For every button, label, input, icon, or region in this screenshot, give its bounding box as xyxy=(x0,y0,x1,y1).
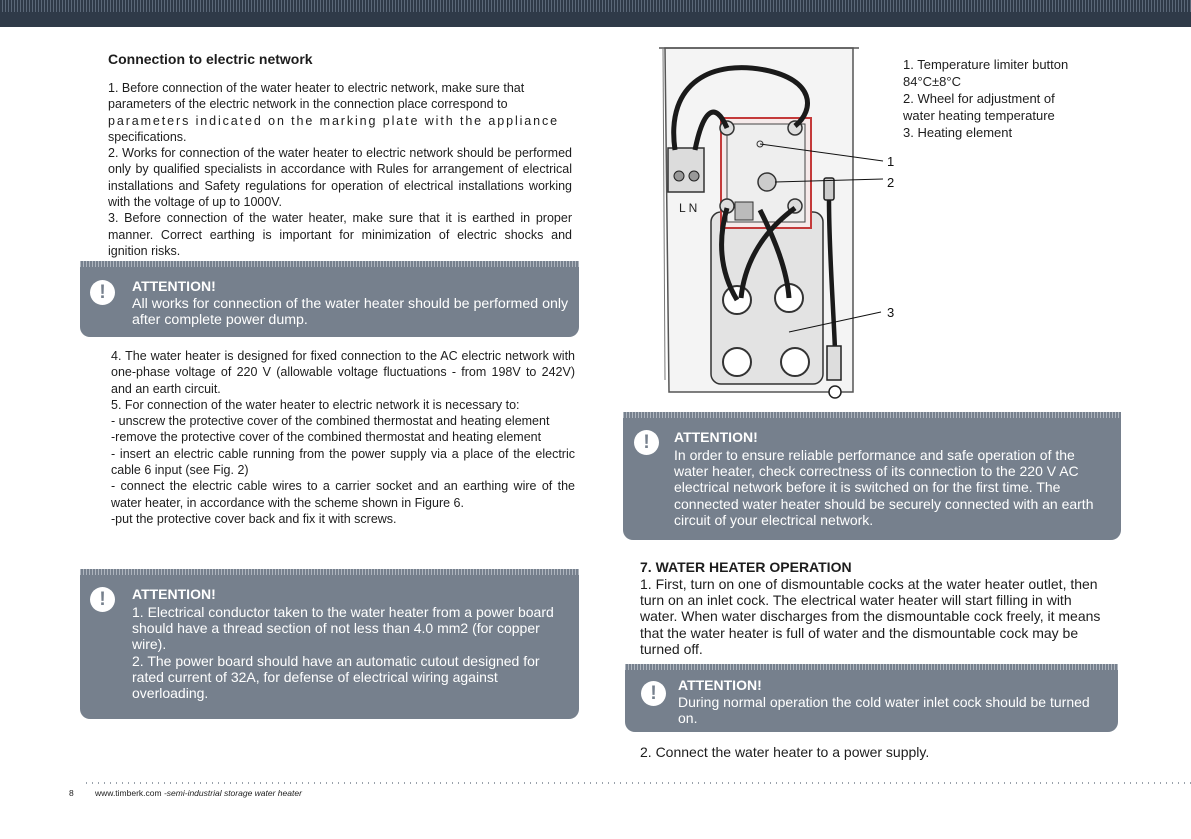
attention-title: ATTENTION! xyxy=(132,586,216,602)
attention-text: During normal operation the cold water inlet cock should be turned on. xyxy=(678,694,1090,727)
attention-stripe xyxy=(625,664,1118,670)
attention-title: ATTENTION! xyxy=(132,278,216,294)
intro-p2: 2. Works for connection of the water heater to electric network should be performed only by qualified specialists in accordance with Rules for arrangement of electrical installations and Safety regulations for operation of electrical installations working with the voltage of up to 1000V. xyxy=(108,146,572,210)
attention-box-connection-check xyxy=(623,412,1121,540)
operation-paragraph: 1. First, turn on one of dismountable cocks at the water heater outlet, then turn on an inlet cock. The electrical water heater will start filling in with water. When water discharges from the dismountable cock freely, it means that the water heater is full of water and the dismountable cock may be turned off. xyxy=(640,576,1101,657)
attention-text: In order to ensure reliable performance and safe operation of the water heater, check correctness of its connection to the 220 V AC electrical network before it is switched on for the first time. The connected water heater should be securely connected with an earth circuit of your electrical network. xyxy=(674,447,1094,528)
callout-2: 2 xyxy=(887,175,895,190)
step-p5: 5. For connection of the water heater to electric network it is necessary to: xyxy=(111,397,520,412)
step-bullet-4: - connect the electric cable wires to a carrier socket and an earthing wire of the water heater, in accordance with the scheme shown in Figure 6. xyxy=(111,479,575,510)
callout-3: 3 xyxy=(887,305,895,320)
intro-p1-line1: 1. Before connection of the water heater to electric network, make sure that xyxy=(108,81,525,95)
step-bullet-5: -put the protective cover back and fix it with screws. xyxy=(111,511,397,526)
attention-line-1: 1. Electrical conductor taken to the water heater from a power board should have a thread section of not less than 4.0 mm2 (for copper wire). xyxy=(132,604,554,653)
attention-stripe xyxy=(80,569,579,575)
attention-stripe xyxy=(623,412,1121,418)
intro-p3: 3. Before connection of the water heater, make sure that it is earthed in proper manner. Correct earthing is important for minimization of electric shocks and ignition risks. xyxy=(108,211,572,258)
intro-p1-line3: parameters indicated on the marking plate with the appliance xyxy=(108,113,560,128)
intro-p1-line4: specifications. xyxy=(108,129,187,144)
intro-p1-line2: parameters of the electric network in the connection place correspond to xyxy=(108,97,508,112)
legend-item1-line2: 84°C±8°C xyxy=(903,74,961,89)
callout-1: 1 xyxy=(887,154,895,169)
attention-line-2: 2. The power board should have an automatic cutout designed for rated current of 32A, for defense of electrical wiring against overloading. xyxy=(132,652,540,702)
legend-item2-line1: 2. Wheel for adjustment of xyxy=(903,91,1055,106)
terminal-block xyxy=(668,148,704,192)
section-heading-connection: Connection to electric network xyxy=(108,51,313,67)
legend-item2-line2: water heating temperature xyxy=(903,108,1055,123)
exclamation-icon: ! xyxy=(90,280,115,305)
legend-item1-line1: 1. Temperature limiter button xyxy=(903,57,1069,72)
step-bullet-1: - unscrew the protective cover of the combined thermostat and heating element xyxy=(111,414,550,429)
attention-title: ATTENTION! xyxy=(678,677,762,693)
legend-item3: 3. Heating element xyxy=(903,125,1013,140)
intro-paragraphs xyxy=(108,80,572,259)
attention-stripe xyxy=(80,261,579,267)
attention-box-power-dump xyxy=(80,261,579,337)
exclamation-icon: ! xyxy=(90,587,115,612)
footer-subtitle: -semi-industrial storage water heater xyxy=(161,788,302,798)
thermostat-wiring-diagram xyxy=(655,40,905,405)
page-number: 8 xyxy=(69,788,74,798)
footer-site xyxy=(95,788,302,798)
attention-text: All works for connection of the water heater should be performed only after complete power dump. xyxy=(132,296,569,329)
attention-box-conductor xyxy=(80,569,579,719)
exclamation-icon: ! xyxy=(641,681,666,706)
attention-title: ATTENTION! xyxy=(674,429,758,445)
operation-step-2: 2. Connect the water heater to a power supply. xyxy=(640,744,930,760)
earth-symbol xyxy=(829,386,841,398)
step-p4: 4. The water heater is designed for fixed connection to the AC electric network with one-phase voltage of 220 V (allowable voltage fluctuations - from 198V to 242V) and an earth circuit. xyxy=(111,349,575,396)
top-decorative-bar xyxy=(0,0,1191,27)
adjustment-wheel xyxy=(758,173,776,191)
attention-box-inlet-cock xyxy=(625,664,1118,732)
footer-site-url[interactable]: www.timberk.com xyxy=(95,788,162,798)
step-bullet-3: - insert an electric cable running from the power supply via a place of the electric cable 6 input (see Fig. 2) xyxy=(111,446,575,478)
exclamation-icon: ! xyxy=(634,430,659,455)
diagram-legend xyxy=(903,56,1068,141)
attention-body xyxy=(132,604,568,701)
section-heading-operation: 7. WATER HEATER OPERATION xyxy=(640,559,852,575)
footer-dotted-rule xyxy=(86,782,1191,784)
step-bullet-2: -remove the protective cover of the combined thermostat and heating element xyxy=(111,430,542,445)
terminal-label: L N xyxy=(679,201,698,215)
connection-steps xyxy=(111,348,575,527)
